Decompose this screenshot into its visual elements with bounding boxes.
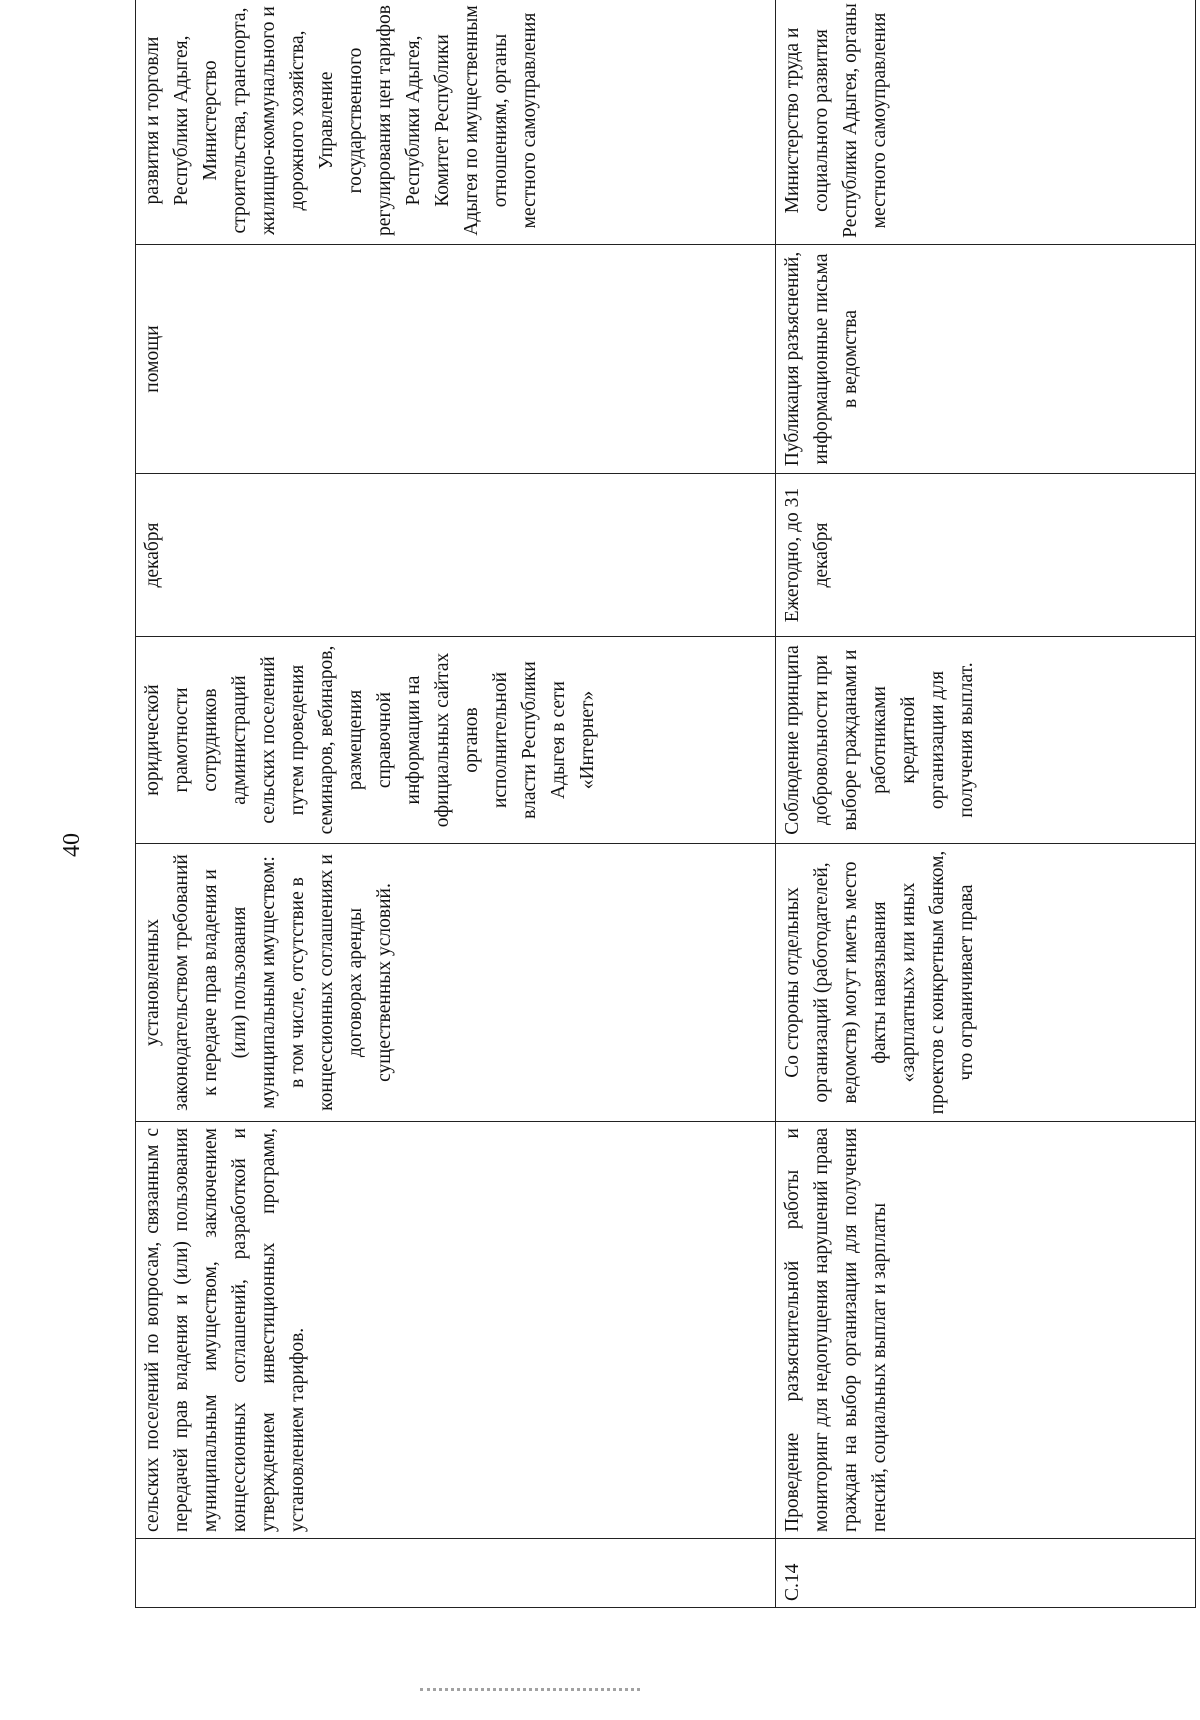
measure-cell: Соблюдение принципа добровольности при выборе гражданами и работниками кредитной организации для получения выплат. [776,637,1196,844]
scan-artifact-line [420,1688,640,1697]
table-row [136,0,776,1608]
row-number-cell [136,1539,776,1608]
action-plan-table [135,3,1195,1608]
description-cell: сельских поселений по вопросам, связанным с передачей прав владения и (или) пользования муниципальным имуществом, заключением концессионных соглашений, разработкой и утверждением инвестиционных программ, установлением тарифов. [136,1122,776,1539]
risk-cell: установленных законодательством требований к передаче прав владения и (или) пользования муниципальным имуществом: в том числе, отсутствие в концессионных соглашениях и договорах аренды существенных условий. [136,844,776,1122]
page-number: 40 [59,833,85,857]
measure-cell: юридической грамотности сотрудников администраций сельских поселений путем проведения семинаров, вебинаров, размещения справочной информации на официальных сайтах органов исполнительной власти Республики Адыгея в сети «Интернет» [136,637,776,844]
executors-cell: Министерство труда и социального развития Республики Адыгея, органы местного самоуправления [776,0,1196,245]
deadline-cell: Ежегодно, до 31 декабря [776,474,1196,637]
description-cell: Проведение разъяснительной работы и мониторинг для недопущения нарушений права граждан на выбор организации для получения пенсий, социальных выплат и зарплаты [776,1122,1196,1539]
executors-cell: развития и торговли Республики Адыгея, Министерство строительства, транспорта, жилищно-коммунального и дорожного хозяйства, Управление государственного регулирования цен тарифов Республики Адыгея, Комитет Республики Адыгея по имущественным отношениям, органы местного самоуправления [136,0,776,245]
risk-cell: Со стороны отдельных организаций (работодателей, ведомств) могут иметь место факты навязывания «зарплатных» или иных проектов с конкретным банком, что ограничивает права [776,844,1196,1122]
result-cell: Публикация разъяснений, информационные письма в ведомства [776,245,1196,474]
deadline-cell: декабря [136,474,776,637]
row-number-cell: С.14 [776,1539,1196,1608]
result-cell: помощи [136,245,776,474]
table-row [776,0,1196,1608]
